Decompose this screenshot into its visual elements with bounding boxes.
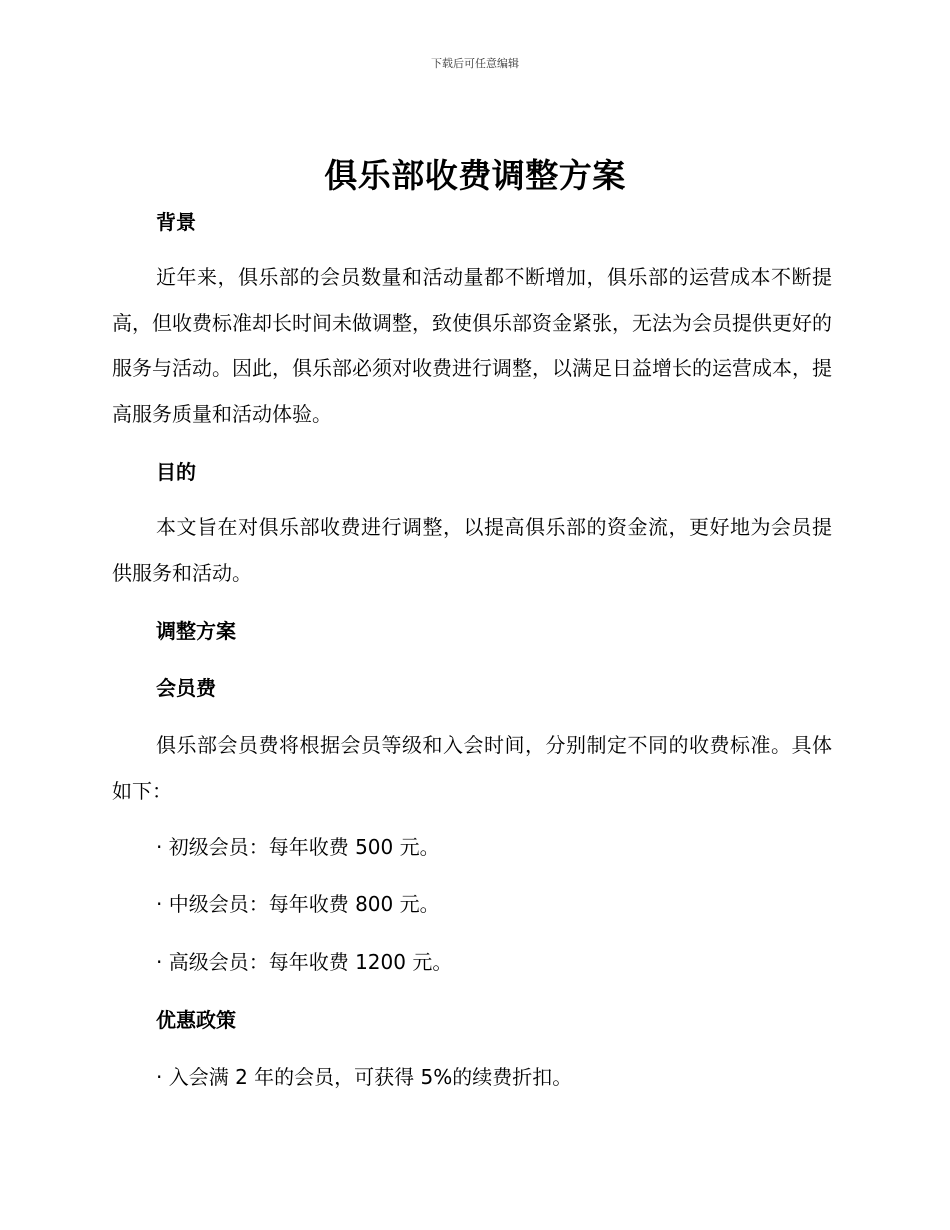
discount-section (112, 1005, 832, 1035)
list-item: · 初级会员：每年收费 500 元。 (156, 835, 440, 859)
discount-item-1 (112, 1062, 832, 1092)
purpose-heading: 目的 (156, 460, 196, 484)
list-item: · 高级会员：每年收费 1200 元。 (156, 950, 453, 974)
background-heading: 背景 (156, 210, 196, 234)
discount-heading: 优惠政策 (156, 1008, 236, 1032)
purpose-section (112, 457, 832, 487)
list-item: · 中级会员：每年收费 800 元。 (156, 892, 440, 916)
fee-paragraph: 俱乐部会员费将根据会员等级和入会时间，分别制定不同的收费标准。具体如下： (112, 733, 832, 803)
fee-heading: 会员费 (156, 676, 216, 700)
background-section (112, 207, 832, 237)
list-item: · 入会满 2 年的会员，可获得 5%的续费折扣。 (156, 1065, 573, 1089)
background-paragraph-block (112, 255, 832, 437)
header-note: 下载后可任意编辑 (431, 57, 519, 70)
fee-item-3 (112, 947, 832, 977)
fee-item-1 (112, 832, 832, 862)
fee-section (112, 673, 832, 703)
document-title: 俱乐部收费调整方案 (324, 156, 626, 195)
plan-section (112, 616, 832, 646)
fee-paragraph-block (112, 723, 832, 814)
fee-item-2 (112, 889, 832, 919)
purpose-paragraph: 本文旨在对俱乐部收费进行调整，以提高俱乐部的资金流，更好地为会员提供服务和活动。 (112, 515, 832, 585)
background-paragraph: 近年来，俱乐部的会员数量和活动量都不断增加，俱乐部的运营成本不断提高，但收费标准却长时间未做调整，致使俱乐部资金紧张，无法为会员提供更好的服务与活动。因此，俱乐部必须对收费进行调整，以满足日益增长的运营成本，提高服务质量和活动体验。 (112, 265, 832, 426)
purpose-paragraph-block (112, 505, 832, 596)
plan-heading: 调整方案 (156, 619, 236, 643)
